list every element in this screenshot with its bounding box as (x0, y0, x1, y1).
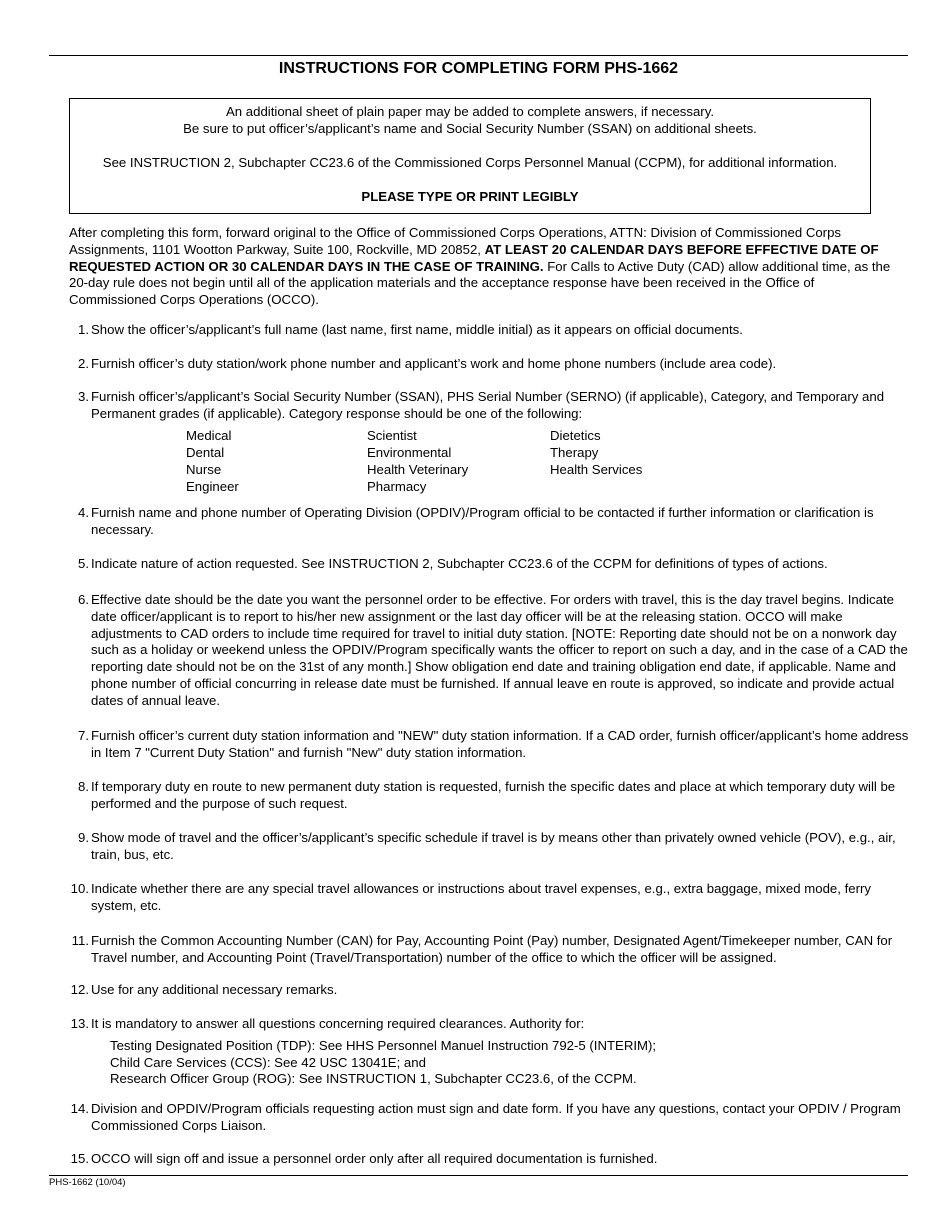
item-text: Furnish name and phone number of Operating Division (OPDIV)/Program official to be contacted if further information or clarification is necessary. (91, 505, 874, 537)
category-item: Medical (186, 428, 232, 443)
notice-line-2: Be sure to put officer’s/applicant’s name and Social Security Number (SSAN) on additional sheets. (183, 121, 757, 136)
authority-item: Research Officer Group (ROG): See INSTRUCTION 1, Subchapter CC23.6, of the CCPM. (110, 1071, 637, 1087)
item-number: 13. (70, 1016, 89, 1031)
notice-line-4: PLEASE TYPE OR PRINT LEGIBLY (361, 189, 579, 204)
category-item: Health Services (550, 462, 643, 477)
top-rule (49, 55, 908, 56)
item-number: 14. (70, 1101, 89, 1116)
instruction-15 (69, 1151, 909, 1168)
instruction-1 (69, 322, 909, 339)
item-text: Effective date should be the date you want the personnel order to be effective. For orders with travel, this is the day travel begins. Indicate date officer/applicant is to report to his/her new assignment or the last day officer will be at the releasing station. OCCO will make adjustments to CAD orders to include time required for travel to initial duty station. [NOTE: Reporting date should not be on a nonwork day such as a holiday or weekend unless the OPDIV/Program specifically wants the officer to report on such a day, and in the case of a CAD the reporting date should not be on the 31st of any month.] Show obligation end date and training obligation end date, if applicable. Name and phone number of official concurring in release date must be furnished. If annual leave en route is approved, so indicate and provide actual dates of annual leave. (91, 592, 908, 708)
item-text: It is mandatory to answer all questions concerning required clearances. Authority for: (91, 1016, 585, 1031)
instruction-11 (69, 933, 909, 967)
category-item: Engineer (186, 479, 239, 494)
item-text: Show mode of travel and the officer’s/applicant’s specific schedule if travel is by means other than privately owned vehicle (POV), e.g., air, train, bus, etc. (91, 830, 896, 862)
category-item: Scientist (367, 428, 417, 443)
item-number: 12. (70, 982, 89, 997)
item-text: If temporary duty en route to new permanent duty station is requested, furnish the specific dates and place at which temporary duty will be performed and the purpose of such request. (91, 779, 896, 811)
category-item: Health Veterinary (367, 462, 469, 477)
authority-item: Child Care Services (CCS): See 42 USC 13041E; and (110, 1054, 426, 1070)
category-item: Pharmacy (367, 479, 427, 494)
item-number: 3. (78, 389, 89, 404)
instruction-14 (69, 1101, 909, 1135)
instruction-5 (69, 556, 909, 573)
instruction-10 (69, 881, 909, 915)
notice-box (69, 98, 871, 214)
item-text: Furnish officer’s/applicant’s Social Security Number (SSAN), PHS Serial Number (SERNO) (if applicable), Category, and Temporary and Permanent grades (if applicable). Category response should be one of the following: (91, 389, 885, 421)
bottom-rule (49, 1175, 908, 1176)
item-text: OCCO will sign off and issue a personnel order only after all required documentation is furnished. (91, 1151, 658, 1166)
item-text: Furnish officer’s duty station/work phone number and applicant’s work and home phone numbers (include area code). (91, 356, 777, 371)
form-number: PHS-1662 (10/04) (49, 1177, 126, 1188)
item-text: Show the officer’s/applicant’s full name (last name, first name, middle initial) as it appears on official documents. (91, 322, 743, 337)
item-number: 2. (78, 356, 89, 371)
instruction-2 (69, 356, 909, 373)
instruction-7 (69, 728, 909, 762)
item-text: Use for any additional necessary remarks. (91, 982, 338, 997)
item-text: Indicate whether there are any special travel allowances or instructions about travel expenses, e.g., extra baggage, mixed mode, ferry system, etc. (91, 881, 871, 913)
instruction-3 (69, 389, 909, 423)
category-column-1 (186, 428, 239, 496)
item-number: 8. (78, 779, 89, 794)
item-text: Division and OPDIV/Program officials requesting action must sign and date form. If you have any questions, contact your OPDIV / Program Commissioned Corps Liaison. (91, 1101, 901, 1133)
instruction-9 (69, 830, 909, 864)
authority-item: Testing Designated Position (TDP): See HHS Personnel Manuel Instruction 792-5 (INTERIM); (110, 1037, 657, 1053)
item-number: 15. (70, 1151, 89, 1166)
intro-text-2: For Calls to Active Duty (CAD) allow additional time, as the 20-day rule does not begin until all of the application materials and the acceptance response have been received in the Office of Commissioned Corps Operations (OCCO). (69, 258, 891, 308)
item-number: 11. (71, 933, 89, 948)
item-number: 7. (78, 728, 89, 743)
item-number: 6. (78, 592, 89, 607)
item-text: Indicate nature of action requested. See INSTRUCTION 2, Subchapter CC23.6 of the CCPM for definitions of types of actions. (91, 556, 828, 571)
authority-list (110, 1038, 909, 1088)
category-column-2 (367, 428, 468, 496)
notice-line-3: See INSTRUCTION 2, Subchapter CC23.6 of the Commissioned Corps Personnel Manual (CCPM), for additional information. (102, 155, 838, 170)
category-item: Dental (186, 445, 225, 460)
item-number: 9. (78, 830, 89, 845)
page-title: INSTRUCTIONS FOR COMPLETING FORM PHS-1662 (278, 60, 679, 77)
item-number: 10. (70, 881, 89, 896)
item-text: Furnish the Common Accounting Number (CAN) for Pay, Accounting Point (Pay) number, Designated Agent/Timekeeper number, CAN for Travel number, and Accounting Point (Travel/Transportation) number of the office to which the officer will be assigned. (91, 933, 893, 965)
category-item: Dietetics (550, 428, 601, 443)
item-number: 1. (78, 322, 89, 337)
intro-deadline: AT LEAST 20 CALENDAR DAYS BEFORE EFFECTIVE DATE OF REQUESTED ACTION OR 30 CALENDAR DAYS IN THE CASE OF TRAINING. (69, 241, 879, 274)
category-item: Therapy (550, 445, 599, 460)
instruction-8 (69, 779, 909, 813)
instruction-6 (69, 592, 909, 710)
category-item: Environmental (367, 445, 452, 460)
intro-paragraph (69, 225, 899, 309)
notice-line-1: An additional sheet of plain paper may be added to complete answers, if necessary. (226, 104, 714, 119)
instruction-13 (69, 1016, 909, 1088)
item-number: 5. (78, 556, 89, 571)
category-column-3 (550, 428, 642, 479)
item-text: Furnish officer’s current duty station information and "NEW" duty station information. If a CAD order, furnish officer/applicant’s home address in Item 7 "Current Duty Station" and furnish "New" duty station information. (91, 728, 909, 760)
instruction-12 (69, 982, 909, 999)
instruction-4 (69, 505, 909, 539)
item-number: 4. (78, 505, 89, 520)
category-item: Nurse (186, 462, 222, 477)
intro-text-1: After completing this form, forward original to the Office of Commissioned Corps Operations, ATTN: Division of Commissioned Corps Assignments, 1101 Wootton Parkway, Suite 100, Rockville, MD 20852, (69, 225, 842, 257)
